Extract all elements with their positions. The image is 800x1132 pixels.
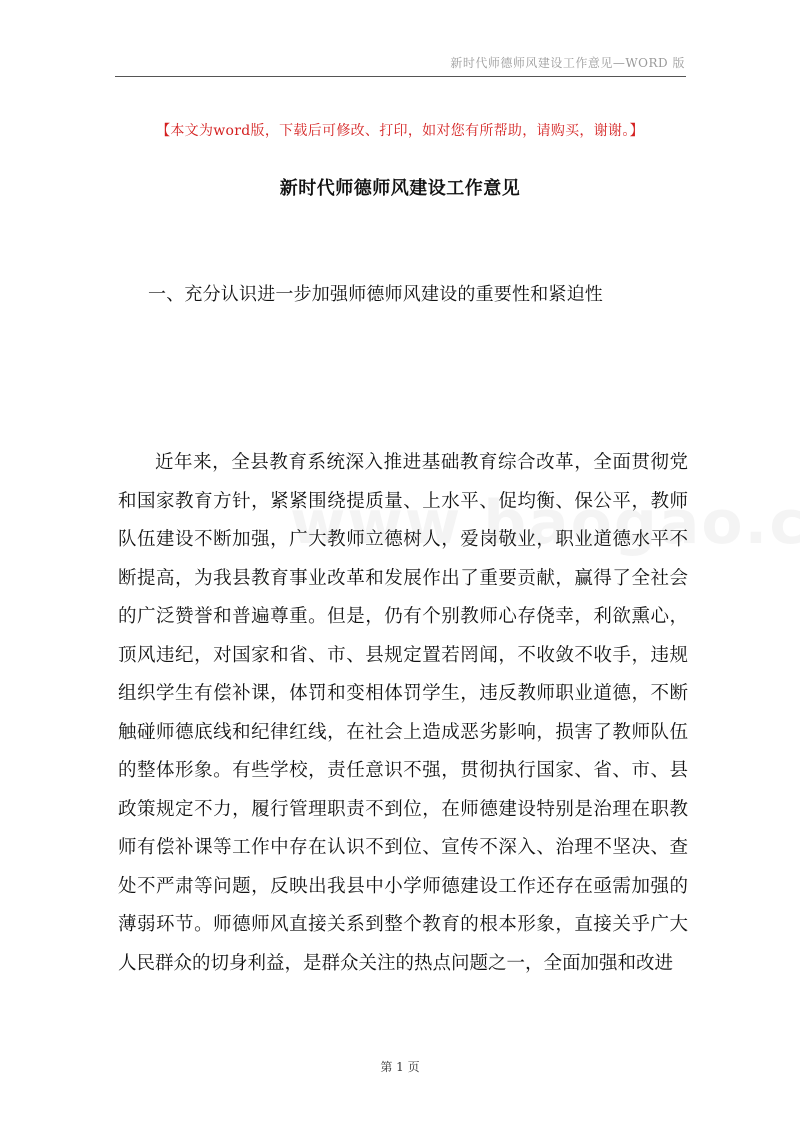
page-number: 第 1 页 — [380, 1060, 420, 1074]
running-header: 新时代师德师风建设工作意见—WORD 版 — [450, 56, 685, 70]
body-paragraph: 近年来，全县教育系统深入推进基础教育综合改革，全面贯彻党和国家教育方针，紧紧围绕提质量、上水平、促均衡、保公平，教师队伍建设不断加强，广大教师立德树人，爱岗敬业，职业道德水平不断提高，为我县教育事业改革和发展作出了重要贡献，赢得了全社会的广泛赞誉和普遍尊重。但是，仍有个别教师心存侥幸，利欲熏心，顶风违纪，对国家和省、市、县规定置若罔闻，不收敛不收手，违规组织学生有偿补课，体罚和变相体罚学生，违反教师职业道德，不断触碰师德底线和纪律红线，在社会上造成恶劣影响，损害了教师队伍的整体形象。有些学校，责任意识不强，贯彻执行国家、省、市、县政策规定不力，履行管理职责不到位，在师德建设特别是治理在职教师有偿补课等工作中存在认识不到位、宣传不深入、治理不坚决、查处不严肃等问题，反映出我县中小学师德建设工作还存在亟需加强的薄弱环节。师德师风直接关系到整个教育的根本形象，直接关乎广大人民群众的切身利益，是群众关注的热点问题之一，全面加强和改进 — [118, 452, 688, 974]
section-heading: 一、充分认识进一步加强师德师风建设的重要性和紧迫性 — [148, 284, 603, 305]
page-title: 新时代师德师风建设工作意见 — [279, 178, 521, 199]
header-divider — [115, 76, 686, 77]
download-notice: 【本文为word版，下载后可修改、打印，如对您有所帮助，请购买，谢谢。】 — [156, 123, 644, 139]
